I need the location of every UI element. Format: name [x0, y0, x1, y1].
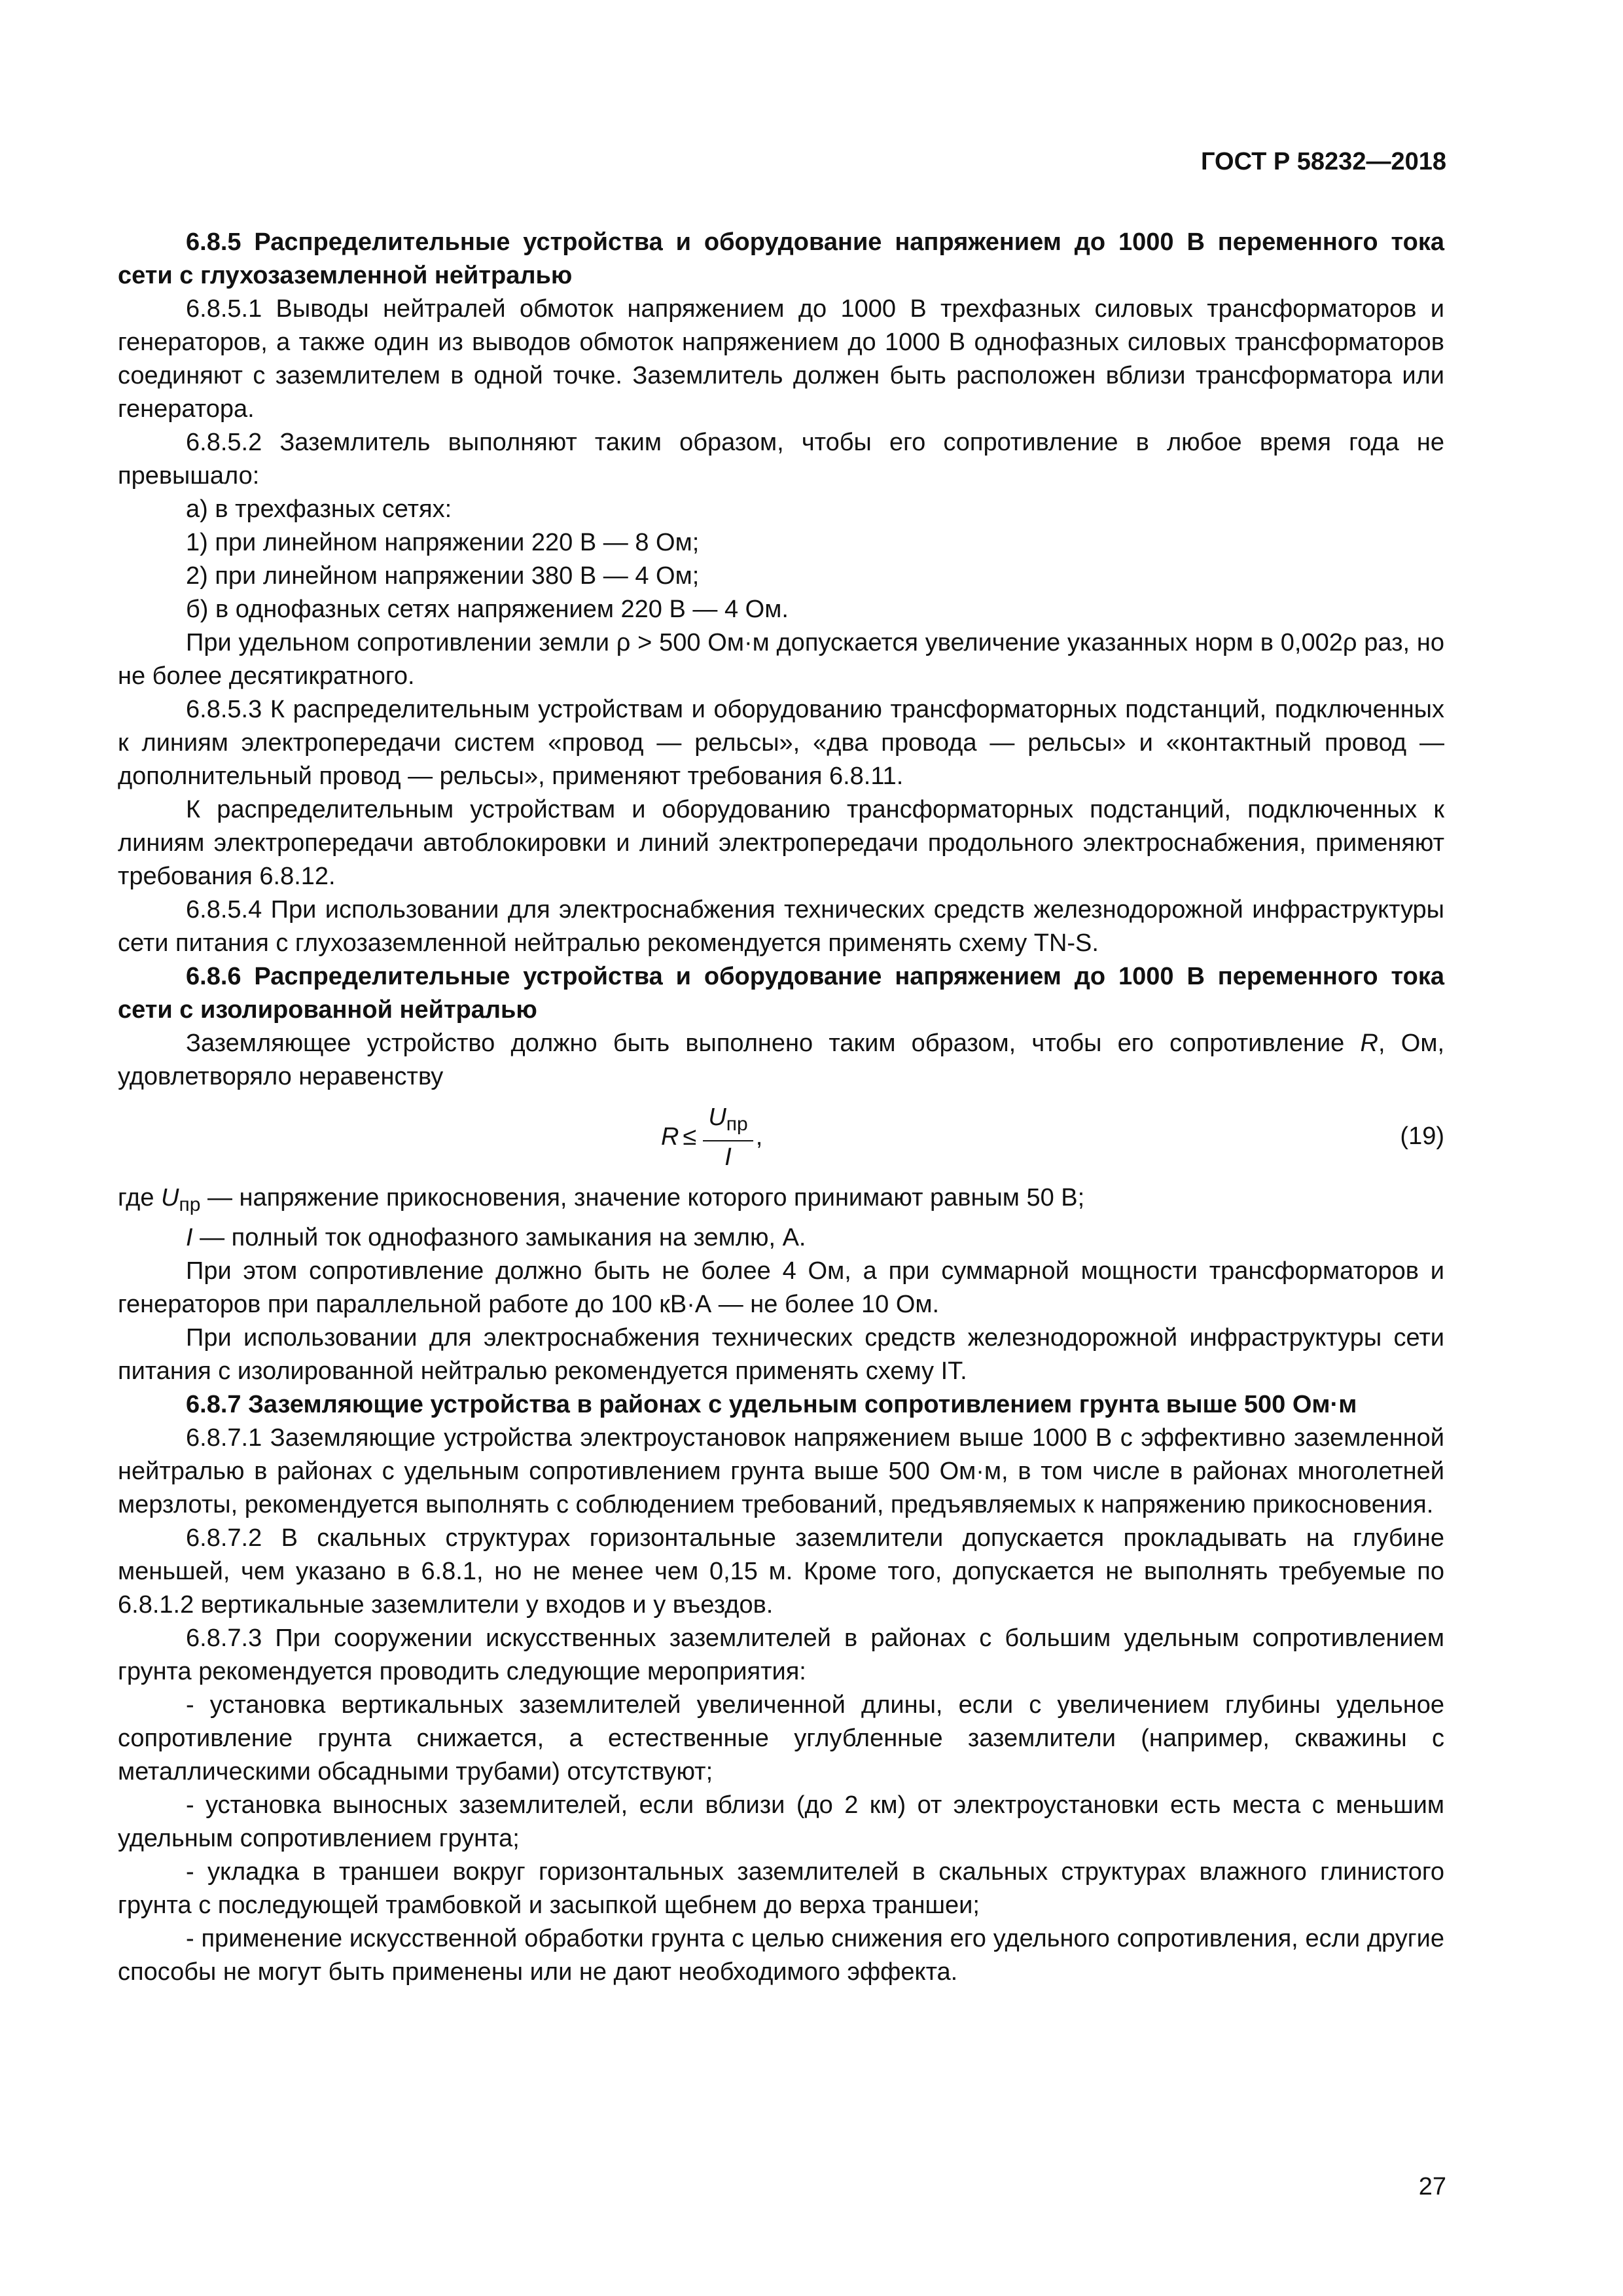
paragraph: - укладка в траншеи вокруг горизонтальных заземлителей в скальных структурах влажного глинистого грунта с последующей трамбовкой и засыпкой щебнем до верха траншеи;: [118, 1858, 1444, 1919]
section-6-8-5: [118, 226, 1444, 1027]
formula-19: [118, 1096, 1444, 1177]
formula-denominator: [724, 1141, 732, 1172]
section-heading: 6.8.5 Распределительные устройства и оборудование напряжением до 1000 В переменного тока сети с глухозаземленной нейтралью: [118, 228, 1444, 289]
formula-tail: ,: [755, 1123, 763, 1151]
formula-number: (19): [1400, 1122, 1444, 1150]
formula-lhs: R: [661, 1123, 679, 1151]
paragraph: - установка выносных заземлителей, если вблизи (до 2 км) от электроустановки есть места с меньшим удельным сопротивлением грунта;: [118, 1791, 1444, 1852]
section-heading: 6.8.6 Распределительные устройства и оборудование напряжением до 1000 В переменного тока сети с изолированной нейтралью: [118, 963, 1444, 1024]
formula-fraction: [703, 1103, 753, 1172]
paragraph: При удельном сопротивлении земли ρ > 500 Ом·м допускается увеличение указанных норм в 0,002ρ раз, но не более десятикратного.: [118, 629, 1444, 690]
where-sub-1: пр: [179, 1194, 201, 1215]
formula-relation: ≤: [683, 1123, 697, 1151]
paragraph: 6.8.7.1 Заземляющие устройства электроустановок напряжением выше 1000 В с эффективно заземленной нейтралью в районах с удельным сопротивлением грунта выше 500 Ом·м, в том числе в районах многолетней мерзлоты, рекомендуется выполнять с соблюдением требований, предъявляемых к напряжению прикосновения.: [118, 1424, 1444, 1518]
paragraph: К распределительным устройствам и оборудованию трансформаторных подстанций, подключенных к линиям электропередачи автоблокировки и линий электропередачи продольного электроснабжения, применяют требования 6.8.12.: [118, 796, 1444, 890]
paragraph: - применение искусственной обработки грунта с целью снижения его удельного сопротивления, если другие способы не могут быть применены или не дают необходимого эффекта.: [118, 1925, 1444, 1986]
equation-intro: [118, 1027, 1444, 1094]
paragraph: При использовании для электроснабжения технических средств железнодорожной инфраструктуры сети питания с изолированной нейтралью рекомендуется применять схему IT.: [118, 1324, 1444, 1385]
formula-num-sub: пр: [726, 1113, 748, 1135]
formula-numerator: [703, 1103, 753, 1141]
where-line-2: [118, 1221, 1444, 1255]
paragraph: - установка вертикальных заземлителей увеличенной длины, если с увеличением глубины удельное сопротивление грунта снижается, а естественные углубленные заземлители (например, скважины с металлическими обсадными трубами) отсутствуют;: [118, 1691, 1444, 1785]
paragraph: б) в однофазных сетях напряжением 220 В — 4 Ом.: [186, 596, 789, 623]
paragraph: 6.8.7.3 При сооружении искусственных заземлителей в районах с большим удельным сопротивлением грунта рекомендуется проводить следующие мероприятия:: [118, 1624, 1444, 1685]
where-var-2: I: [186, 1224, 193, 1251]
where-text-1: — напряжение прикосновения, значение которого принимают равным 50 В;: [200, 1184, 1085, 1211]
formula-den-var: I: [724, 1143, 732, 1171]
equation-intro-var: R: [1360, 1030, 1378, 1057]
where-var-1: U: [161, 1184, 179, 1211]
paragraph: 2) при линейном напряжении 380 В — 4 Ом;: [186, 562, 700, 590]
where-prefix: где: [118, 1184, 162, 1211]
paragraph: 6.8.5.2 Заземлитель выполняют таким образом, чтобы его сопротивление в любое время года не превышало:: [118, 429, 1444, 490]
equation-intro-text: Заземляющее устройство должно быть выполнено таким образом, чтобы его сопротивление: [186, 1030, 1361, 1057]
section-6-8-6-7: [118, 1255, 1444, 1989]
document-header: ГОСТ Р 58232—2018: [1201, 148, 1446, 175]
paragraph: 6.8.5.4 При использовании для электроснабжения технических средств железнодорожной инфраструктуры сети питания с глухозаземленной нейтралью рекомендуется применять схему TN-S.: [118, 896, 1444, 957]
paragraph: 6.8.5.3 К распределительным устройствам и оборудованию трансформаторных подстанций, подключенных к линиям электропередачи систем «провод — рельсы», «два провода — рельсы» и «контактный провод — дополнительный провод — рельсы», применяют требования 6.8.11.: [118, 696, 1444, 790]
paragraph: 6.8.5.1 Выводы нейтралей обмоток напряжением до 1000 В трехфазных силовых трансформаторов и генераторов, а также один из выводов обмоток напряжением до 1000 В однофазных силовых трансформаторов соединяют с заземлителем в одной точке. Заземлитель должен быть расположен вблизи трансформатора или генератора.: [118, 295, 1444, 423]
where-line-1: [118, 1181, 1444, 1221]
paragraph: При этом сопротивление должно быть не более 4 Ом, а при суммарной мощности трансформаторов и генераторов при параллельной работе до 100 кВ·А — не более 10 Ом.: [118, 1257, 1444, 1318]
formula-num-var: U: [708, 1103, 726, 1131]
page-number: 27: [1418, 2173, 1446, 2200]
equation-intro-tail: , Ом, удовлетворяло неравенству: [118, 1030, 1444, 1090]
paragraph: 6.8.7.2 В скальных структурах горизонтальные заземлители допускается прокладывать на глубине меньшей, чем указано в 6.8.1, но не менее чем 0,15 м. Кроме того, допускается не выполнять требуемые по 6.8.1.2 вертикальные заземлители у входов и у въездов.: [118, 1524, 1444, 1619]
paragraph: 1) при линейном напряжении 220 В — 8 Ом;: [186, 529, 700, 556]
paragraph: а) в трехфазных сетях:: [186, 495, 452, 523]
section-heading: 6.8.7 Заземляющие устройства в районах с удельным сопротивлением грунта выше 500 Ом·м: [186, 1391, 1357, 1418]
where-text-2: — полный ток однофазного замыкания на землю, А.: [192, 1224, 806, 1251]
formula-expression: [661, 1103, 762, 1172]
document-body: [118, 226, 1444, 1989]
